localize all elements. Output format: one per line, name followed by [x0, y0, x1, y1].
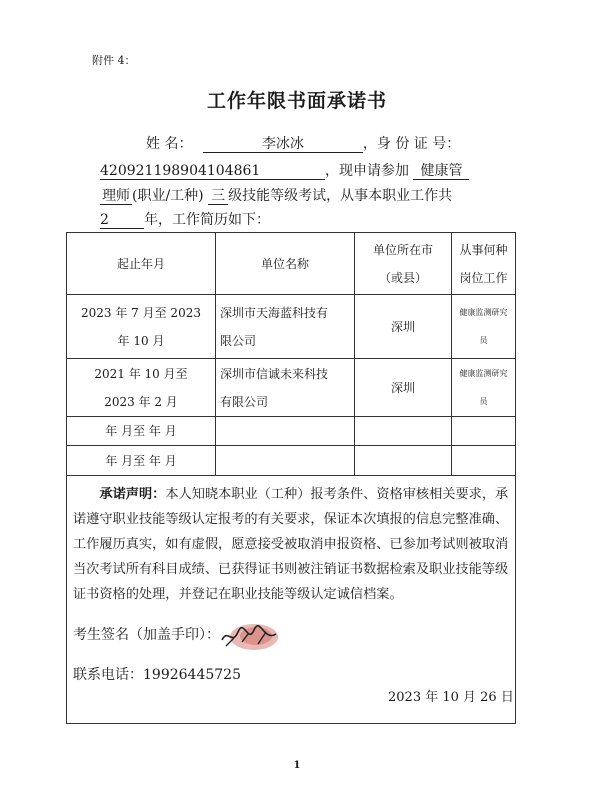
header-city-line2: （或县）: [378, 270, 427, 285]
row2-period[interactable]: [67, 359, 216, 417]
header-city-line1: 单位所在市: [372, 242, 433, 257]
signature-stamp: [218, 620, 282, 654]
name-field[interactable]: 李冰冰: [203, 136, 363, 153]
years-text: 年，工作简历如下：: [144, 212, 270, 228]
row3-city[interactable]: [355, 417, 452, 446]
document-title: 工作年限书面承诺书: [206, 90, 387, 112]
header-job-line1: 从事何种: [459, 242, 508, 257]
row2-unit[interactable]: [216, 359, 355, 417]
row1-city[interactable]: 深圳: [355, 295, 452, 359]
row4-period[interactable]: 年 月至 年 月: [67, 446, 216, 476]
phone-value: 19926445725: [143, 667, 241, 683]
row2-city[interactable]: 深圳: [355, 359, 452, 417]
phone-label: 联系电话：: [73, 667, 143, 683]
row4-city[interactable]: [355, 446, 452, 476]
row1-unit-line1: 深圳市天海蓝科技有: [220, 305, 329, 320]
id-number-field[interactable]: 420921198904104861: [100, 163, 325, 180]
row1-period[interactable]: [67, 295, 216, 359]
declaration-heading: 承诺声明：: [99, 487, 166, 502]
row2-period-line2: 2023 年 2 月: [104, 394, 178, 409]
sign-date: 2023 年 10 月 26 日: [388, 690, 514, 705]
occupation-suffix: (职业/工种): [132, 188, 204, 204]
signature-label: 考生签名（加盖手印）：: [73, 627, 220, 643]
phone-line: [73, 664, 241, 684]
row2-period-line1: 2021 年 10 月至: [94, 366, 188, 381]
row2-unit-line1: 深圳市信诚未来科技: [220, 366, 329, 381]
table-header-row: [67, 233, 516, 295]
row3-unit[interactable]: [216, 417, 355, 446]
header-city: [355, 233, 452, 295]
row4-job[interactable]: [452, 446, 516, 476]
row1-period-line1: 2023 年 7 月至 2023: [81, 305, 201, 320]
declaration-body: 本人知晓本职业（工种）报考条件、资格审核相关要求，承诺遵守职业技能等级认定报考的有关要求，保证本次填报的信息完整准确、工作履历真实，如有虚假，愿意接受被取消申报资格、已参加考试则被取消当次考试所有科目成绩、已获得证书则被注销证书数据检索及职业技能等级证书资格的处理，并登记在职业技能等级认定诚信档案。: [73, 487, 509, 602]
table-row: [67, 295, 516, 359]
header-job: [452, 233, 516, 295]
table-row: [67, 417, 516, 446]
work-history-table: [66, 232, 516, 476]
header-job-line2: 岗位工作: [459, 270, 508, 285]
row2-unit-line2: 有限公司: [220, 394, 269, 409]
table-row: [67, 359, 516, 417]
table-row: [67, 446, 516, 476]
apply-text: ，现申请参加: [325, 163, 409, 179]
occupation-line: [100, 185, 452, 205]
id-line: [100, 160, 469, 180]
row1-job[interactable]: 健康监测研究员: [452, 295, 516, 359]
level-text: 级技能等级考试，从事本职业工作共: [228, 188, 453, 204]
row1-unit[interactable]: [216, 295, 355, 359]
id-label: ，身 份 证 号：: [362, 136, 461, 152]
attachment-label: 附件 4：: [92, 54, 136, 67]
row2-job[interactable]: 健康监测研究员: [452, 359, 516, 417]
page-number: 1: [293, 760, 301, 771]
name-line: [146, 133, 460, 153]
row4-unit[interactable]: [216, 446, 355, 476]
row3-period[interactable]: 年 月至 年 月: [67, 417, 216, 446]
occupation-field-part2[interactable]: 理师: [102, 188, 130, 204]
header-unit: 单位名称: [216, 233, 355, 295]
years-field[interactable]: 2: [100, 212, 144, 229]
header-period: 起止年月: [67, 233, 216, 295]
row1-period-line2: 年 10 月: [117, 333, 165, 348]
row1-unit-line2: 限公司: [220, 333, 257, 348]
level-field[interactable]: 三: [208, 188, 228, 205]
occupation-field-part1[interactable]: 健康管: [413, 163, 469, 180]
row3-job[interactable]: [452, 417, 516, 446]
name-label: 姓 名：: [146, 136, 193, 152]
declaration-paragraph: [73, 482, 511, 607]
years-line: [100, 209, 270, 229]
